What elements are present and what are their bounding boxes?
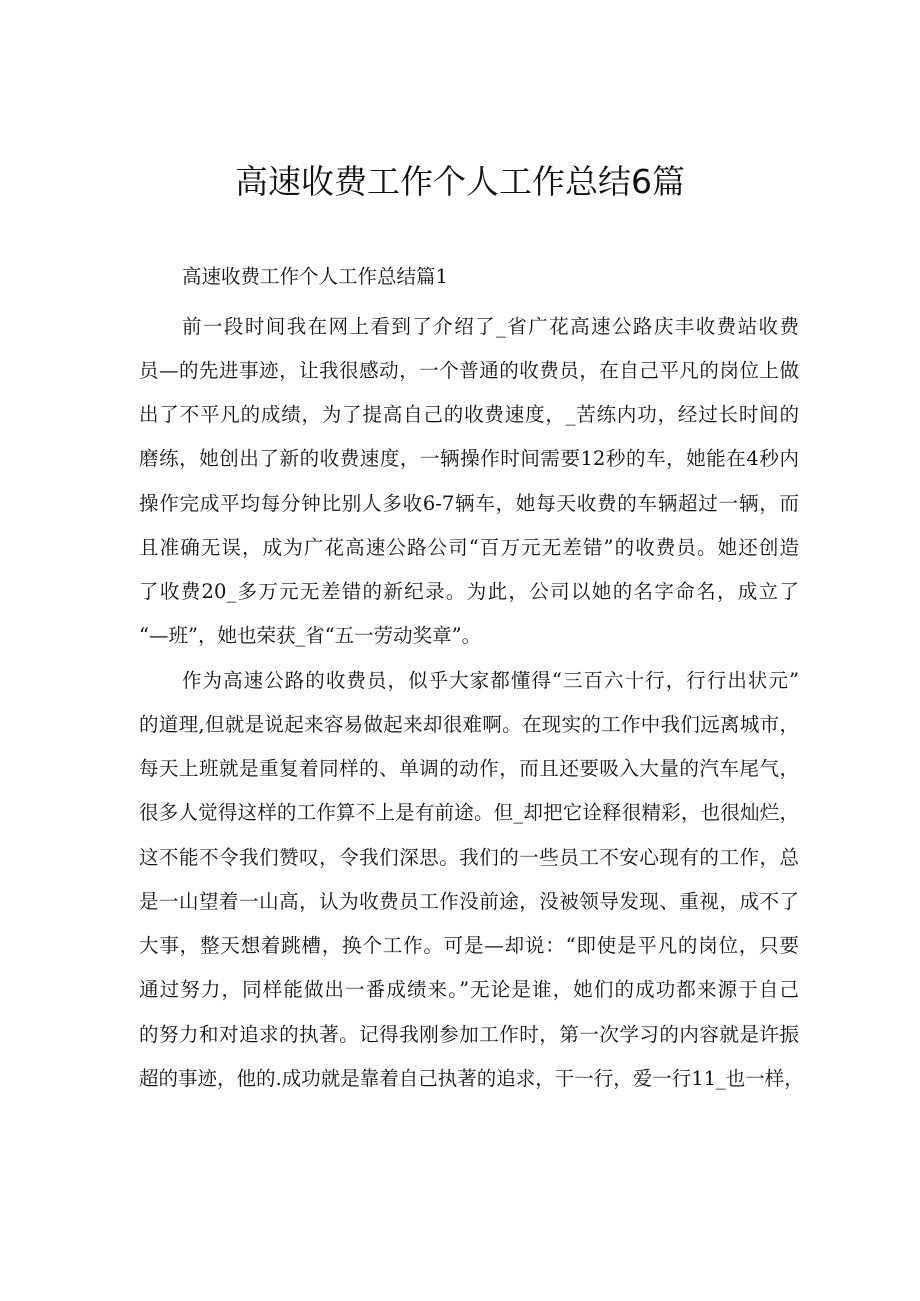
paragraph-line: 这不能不令我们赞叹，令我们深思。我们的一些员工不安心现有的工作，总	[139, 846, 799, 869]
paragraph-line: 前一段时间我在网上看到了介绍了_省广花高速公路庆丰收费站收费	[182, 315, 799, 338]
paragraph-line: 每天上班就是重复着同样的、单调的动作，而且还要吸入大量的汽车尾气，	[139, 757, 799, 780]
paragraph-line: 员—的先进事迹，让我很感动，一个普通的收费员，在自己平凡的岗位上做	[139, 359, 799, 382]
paragraph-line: 的努力和对追求的执著。记得我刚参加工作时，第一次学习的内容就是许振	[139, 1023, 799, 1046]
paragraph-line: 通过努力，同样能做出一番成绩来。”无论是谁，她们的成功都来源于自己	[139, 978, 799, 1001]
document-title: 高速收费工作个人工作总结6篇	[235, 162, 685, 201]
paragraph-line: 出了不平凡的成绩，为了提高自己的收费速度，_苦练内功，经过长时间的	[139, 403, 799, 426]
paragraph-line: “—班”，她也荣获_省“五一劳动奖章”。	[139, 624, 482, 647]
paragraph-line: 超的事迹，他的.成功就是靠着自己执著的追求，干一行，爱一行11_也一样，	[139, 1067, 804, 1090]
paragraph-line: 操作完成平均每分钟比别人多收6-7辆车，她每天收费的车辆超过一辆，而	[139, 492, 799, 515]
paragraph-line: 大事，整天想着跳槽，换个工作。可是—却说：“即使是平凡的岗位，只要	[139, 934, 799, 957]
paragraph-line: 且准确无误，成为广花高速公路公司“百万元无差错”的收费员。她还创造	[139, 536, 799, 559]
paragraph-line: 了收费20_多万元无差错的新纪录。为此，公司以她的名字命名，成立了	[139, 580, 799, 603]
paragraph-line: 的道理,但就是说起来容易做起来却很难啊。在现实的工作中我们远离城市，	[139, 713, 799, 736]
paragraph-line: 是一山望着一山高，认为收费员工作没前途，没被领导发现、重视，成不了	[139, 890, 799, 913]
paragraph-line: 作为高速公路的收费员，似乎大家都懂得“三百六十行，行行出状元”	[182, 669, 799, 692]
paragraph-line: 磨练，她创出了新的收费速度，一辆操作时间需要12秒的车，她能在4秒内	[139, 447, 799, 470]
paragraph-line: 很多人觉得这样的工作算不上是有前途。但_却把它诠释很精彩，也很灿烂，	[139, 801, 799, 824]
section-heading: 高速收费工作个人工作总结篇1	[182, 265, 448, 288]
